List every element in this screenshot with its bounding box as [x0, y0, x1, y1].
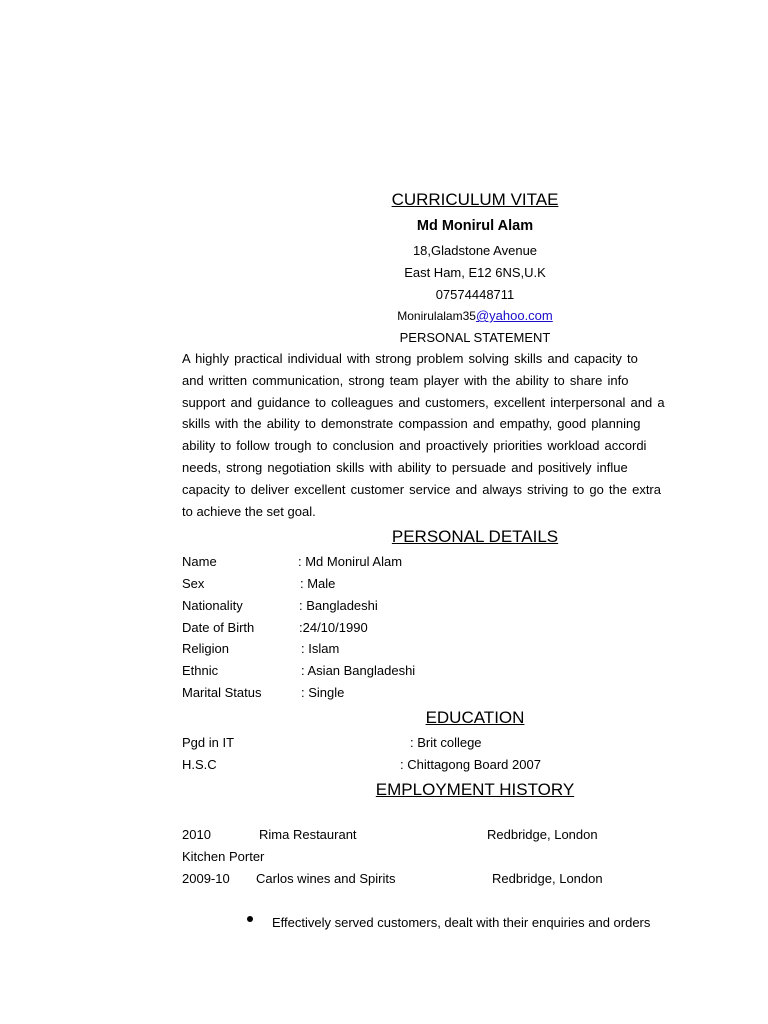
education-label: Pgd in IT — [182, 735, 235, 750]
education-label: H.S.C — [182, 757, 217, 772]
page-title: CURRICULUM VITAE — [391, 190, 559, 209]
statement-line: and written communication, strong team player with the ability to share info — [182, 373, 629, 388]
detail-label: Marital Status — [182, 685, 262, 700]
detail-label: Nationality — [182, 598, 243, 613]
job-year: 2009-10 — [182, 871, 230, 886]
personal-statement — [0, 349, 678, 524]
detail-value: : Asian Bangladeshi — [301, 663, 416, 678]
statement-line: support and guidance to colleagues and customers, excellent interpersonal and a — [182, 395, 665, 410]
detail-label: Religion — [182, 641, 229, 656]
education-value: : Brit college — [410, 735, 482, 750]
job-role: Kitchen Porter — [182, 849, 265, 864]
address-line-1: 18,Gladstone Avenue — [412, 243, 538, 258]
job-location: Redbridge, London — [487, 827, 598, 842]
detail-value: : Bangladeshi — [299, 598, 378, 613]
detail-value: :24/10/1990 — [299, 620, 368, 635]
email-link[interactable]: @yahoo.com — [475, 308, 553, 323]
statement-line: A highly practical individual with strong problem solving skills and capacity to — [182, 351, 638, 366]
statement-line: needs, strong negotiation skills with ability to persuade and positively influe — [182, 460, 628, 475]
detail-label: Name — [182, 554, 217, 569]
duty-list — [0, 913, 678, 933]
email-user: Monirulalam35 — [397, 309, 476, 323]
detail-label: Date of Birth — [182, 620, 255, 635]
address-line-2: East Ham, E12 6NS,U.K — [404, 265, 546, 280]
statement-heading: PERSONAL STATEMENT — [399, 330, 551, 345]
candidate-name: Md Monirul Alam — [416, 218, 534, 234]
education-value: : Chittagong Board 2007 — [400, 757, 541, 772]
phone-number: 07574448711 — [435, 287, 515, 302]
email-line — [180, 308, 768, 323]
statement-line: skills with the ability to demonstrate compassion and empathy, good planning — [182, 416, 641, 431]
job-year: 2010 — [182, 827, 211, 842]
detail-value: : Islam — [301, 641, 340, 656]
duty-item: Effectively served customers, dealt with their enquiries and orders — [272, 915, 651, 930]
detail-value: : Single — [301, 685, 345, 700]
detail-value: : Male — [300, 576, 336, 591]
statement-line: ability to follow trough to conclusion and proactively priorities workload accordi — [182, 438, 647, 453]
job-employer: Carlos wines and Spirits — [256, 871, 396, 886]
statement-line: to achieve the set goal. — [182, 504, 316, 519]
education-heading: EDUCATION — [425, 708, 525, 727]
statement-line: capacity to deliver excellent customer service and always striving to go the extra — [182, 482, 661, 497]
job-employer: Rima Restaurant — [259, 827, 357, 842]
detail-label: Sex — [182, 576, 205, 591]
detail-value: : Md Monirul Alam — [298, 554, 403, 569]
job-location: Redbridge, London — [492, 871, 603, 886]
personal-details-heading: PERSONAL DETAILS — [391, 527, 559, 546]
employment-heading: EMPLOYMENT HISTORY — [375, 780, 575, 799]
detail-label: Ethnic — [182, 663, 219, 678]
